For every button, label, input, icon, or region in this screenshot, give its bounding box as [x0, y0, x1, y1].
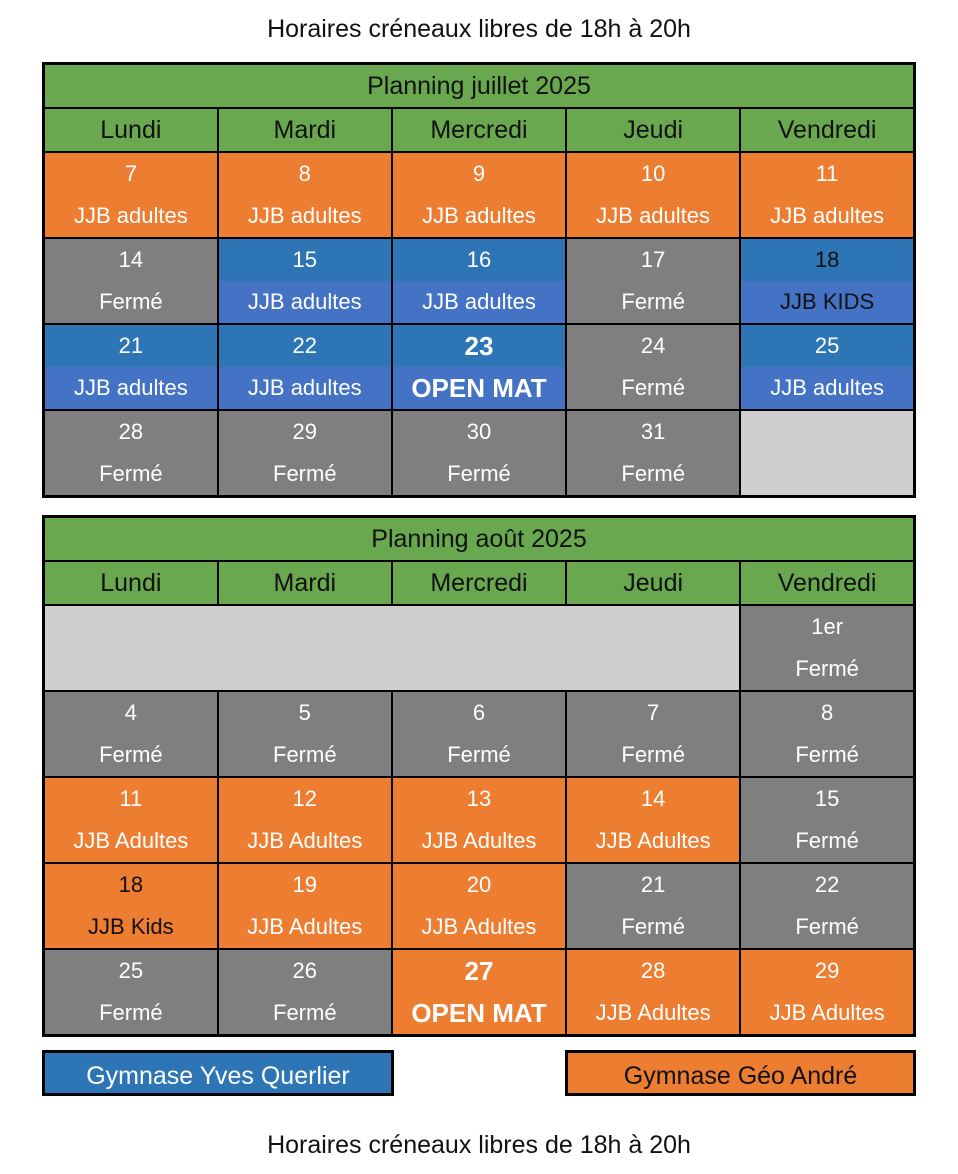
day-number: 8 [821, 700, 834, 725]
day-cell [740, 863, 914, 949]
day-number: 25 [741, 325, 913, 367]
day-number: 11 [815, 161, 839, 186]
day-number: 25 [118, 958, 144, 983]
day-cell [44, 863, 218, 949]
session-label: Fermé [273, 1000, 337, 1025]
day-number: 19 [292, 872, 318, 897]
day-number: 1er [811, 614, 844, 639]
day-number: 30 [466, 419, 492, 444]
day-cell [44, 324, 218, 410]
session-label: Fermé [273, 461, 337, 486]
day-cell [218, 691, 392, 777]
day-header: Lundi [44, 561, 218, 605]
session-label: JJB adultes [770, 203, 884, 228]
session-label: Fermé [99, 742, 163, 767]
day-cell [44, 949, 218, 1036]
day-header: Mardi [218, 108, 392, 152]
day-header: Mercredi [392, 108, 566, 152]
day-number: 21 [640, 872, 666, 897]
session-label: JJB Adultes [769, 1000, 885, 1025]
session-label: JJB adultes [596, 203, 711, 228]
session-label: Fermé [273, 742, 337, 767]
week-row [44, 324, 915, 410]
day-cell [392, 238, 566, 324]
day-header: Mardi [218, 561, 392, 605]
day-cell [566, 238, 740, 324]
day-number: 14 [640, 786, 666, 811]
day-cell [392, 691, 566, 777]
day-number: 6 [472, 700, 486, 725]
day-cell [566, 324, 740, 410]
session-label: JJB Kids [88, 914, 174, 939]
day-cell [218, 324, 392, 410]
day-number: 18 [741, 239, 913, 281]
day-cell [44, 777, 218, 863]
session-label: JJB adultes [247, 375, 362, 400]
day-cell [740, 238, 914, 324]
footer-title: Horaires créneaux libres de 18h à 20h [267, 1131, 691, 1159]
day-cell [44, 152, 218, 238]
day-cell [218, 863, 392, 949]
day-number: 22 [219, 325, 391, 367]
day-number: 28 [640, 958, 666, 983]
session-label: Fermé [621, 461, 685, 486]
day-cell [566, 863, 740, 949]
day-number: 7 [124, 161, 137, 186]
day-number: 14 [118, 247, 144, 272]
session-label: Fermé [795, 828, 859, 853]
day-number: 23 [393, 325, 565, 367]
week-row [44, 949, 915, 1036]
session-label: JJB adultes [422, 203, 536, 228]
month-title: Planning juillet 2025 [44, 64, 915, 109]
day-header: Vendredi [740, 108, 914, 152]
day-cell [44, 238, 218, 324]
session-label: JJB Adultes [595, 1000, 711, 1025]
day-number: 7 [647, 700, 660, 725]
day-cell [218, 949, 392, 1036]
session-label: OPEN MAT [411, 998, 547, 1028]
legend-gymnase-geo-andre: Gymnase Géo André [565, 1050, 916, 1096]
day-number: 29 [814, 958, 840, 983]
session-label: JJB adultes [247, 289, 362, 314]
day-cell [740, 691, 914, 777]
day-number: 27 [464, 956, 494, 986]
day-number: 16 [393, 239, 565, 281]
session-label: OPEN MAT [411, 373, 547, 403]
week-row [44, 863, 915, 949]
day-cell [740, 777, 914, 863]
day-number: 8 [298, 161, 311, 186]
empty-cell [44, 605, 741, 691]
calendar-july [42, 62, 916, 498]
session-label: Fermé [99, 289, 163, 314]
day-cell [566, 152, 740, 238]
session-label: Fermé [621, 375, 685, 400]
day-cell [566, 691, 740, 777]
day-number: 29 [292, 419, 318, 444]
day-cell [740, 152, 914, 238]
session-label: Fermé [621, 289, 685, 314]
session-label: JJB Adultes [247, 828, 363, 853]
day-number: 21 [45, 325, 217, 367]
session-label: JJB adultes [770, 375, 884, 400]
day-cell [392, 324, 566, 410]
day-cell [44, 691, 218, 777]
session-label: Fermé [447, 461, 511, 486]
day-number: 20 [466, 872, 492, 897]
week-row [44, 152, 915, 238]
day-number: 5 [298, 700, 311, 725]
session-label: JJB Adultes [595, 828, 711, 853]
session-label: Fermé [795, 914, 859, 939]
day-cell [566, 777, 740, 863]
session-label: Fermé [795, 656, 859, 681]
week-row [44, 691, 915, 777]
day-number: 28 [118, 419, 144, 444]
day-cell [740, 324, 914, 410]
day-cell [218, 152, 392, 238]
month-title: Planning août 2025 [44, 517, 915, 562]
day-header: Lundi [44, 108, 218, 152]
session-label: JJB Adultes [421, 828, 537, 853]
day-number: 24 [640, 333, 666, 358]
day-number: 17 [640, 247, 666, 272]
week-row [44, 605, 915, 691]
day-cell [566, 410, 740, 497]
session-label: Fermé [447, 742, 511, 767]
day-cell [740, 949, 914, 1036]
day-header: Jeudi [566, 108, 740, 152]
session-label: JJB Adultes [247, 914, 363, 939]
day-cell [44, 410, 218, 497]
session-label: Fermé [99, 1000, 163, 1025]
week-row [44, 777, 915, 863]
session-label: JJB Adultes [421, 914, 537, 939]
week-row [44, 238, 915, 324]
session-label: Fermé [621, 742, 685, 767]
day-cell [392, 863, 566, 949]
session-label: JJB adultes [247, 203, 362, 228]
day-cell [218, 777, 392, 863]
day-header: Jeudi [566, 561, 740, 605]
day-number: 4 [124, 700, 137, 725]
page-title: Horaires créneaux libres de 18h à 20h [267, 15, 691, 43]
session-label: JJB KIDS [780, 289, 875, 314]
day-number: 13 [466, 786, 492, 811]
session-label: JJB adultes [73, 375, 188, 400]
legend-gymnase-yves-querlier: Gymnase Yves Querlier [42, 1050, 394, 1096]
day-number: 15 [219, 239, 391, 281]
day-cell [218, 410, 392, 497]
week-row [44, 410, 915, 497]
day-cell [392, 410, 566, 497]
day-number: 11 [119, 786, 143, 811]
day-number: 9 [472, 161, 486, 186]
day-cell [218, 238, 392, 324]
day-header: Vendredi [740, 561, 914, 605]
day-number: 12 [292, 786, 318, 811]
day-number: 22 [814, 872, 840, 897]
day-number: 18 [118, 872, 144, 897]
day-number: 31 [640, 419, 666, 444]
session-label: Fermé [795, 742, 859, 767]
calendar-august [42, 515, 916, 1037]
day-number: 15 [814, 786, 840, 811]
day-header: Mercredi [392, 561, 566, 605]
day-number: 10 [640, 161, 666, 186]
session-label: Fermé [621, 914, 685, 939]
day-cell [392, 152, 566, 238]
day-cell [566, 949, 740, 1036]
session-label: JJB adultes [422, 289, 536, 314]
day-cell [392, 777, 566, 863]
session-label: JJB adultes [73, 203, 188, 228]
day-cell [392, 949, 566, 1036]
session-label: Fermé [99, 461, 163, 486]
day-number: 26 [292, 958, 318, 983]
session-label: JJB Adultes [73, 828, 189, 853]
empty-cell [740, 410, 914, 497]
day-cell [740, 605, 914, 691]
